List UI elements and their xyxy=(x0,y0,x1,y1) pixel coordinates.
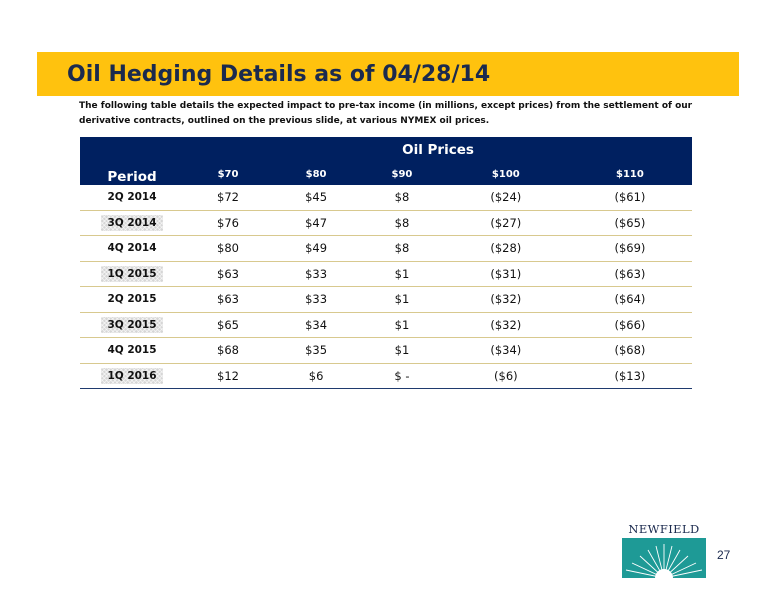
table-group-header-row xyxy=(80,137,692,163)
value-cell: $1 xyxy=(360,261,444,287)
period-cell xyxy=(80,312,184,338)
value-cell: ($65) xyxy=(568,210,692,236)
table-row xyxy=(80,210,692,236)
period-header: Period xyxy=(80,137,184,185)
value-cell: $68 xyxy=(184,338,272,364)
price-column-header: $90 xyxy=(360,163,444,185)
hedging-table xyxy=(80,137,692,389)
value-cell: $65 xyxy=(184,312,272,338)
value-cell: ($27) xyxy=(444,210,568,236)
value-cell: $72 xyxy=(184,185,272,210)
table-row xyxy=(80,185,692,210)
price-column-header: $100 xyxy=(444,163,568,185)
value-cell: $33 xyxy=(272,261,360,287)
oil-prices-header: Oil Prices xyxy=(184,137,692,163)
value-cell: $63 xyxy=(184,287,272,313)
table-row xyxy=(80,312,692,338)
page-number: 27 xyxy=(717,548,731,562)
table-row xyxy=(80,261,692,287)
period-cell xyxy=(80,261,184,287)
period-cell xyxy=(80,185,184,210)
value-cell: ($24) xyxy=(444,185,568,210)
value-cell: ($32) xyxy=(444,312,568,338)
value-cell: $12 xyxy=(184,363,272,389)
period-label: 1Q 2015 xyxy=(101,266,162,282)
value-cell: $63 xyxy=(184,261,272,287)
value-cell: $47 xyxy=(272,210,360,236)
table-row xyxy=(80,363,692,389)
price-column-header: $70 xyxy=(184,163,272,185)
period-cell xyxy=(80,287,184,313)
value-cell: ($32) xyxy=(444,287,568,313)
slide-title: Oil Hedging Details as of 04/28/14 xyxy=(67,62,491,87)
value-cell: $1 xyxy=(360,287,444,313)
logo-text: NEWFIELD xyxy=(628,522,700,536)
value-cell: ($63) xyxy=(568,261,692,287)
period-label: 3Q 2014 xyxy=(101,215,162,231)
value-cell: ($64) xyxy=(568,287,692,313)
value-cell: $8 xyxy=(360,185,444,210)
period-cell xyxy=(80,210,184,236)
table-row xyxy=(80,236,692,262)
value-cell: ($6) xyxy=(444,363,568,389)
period-cell xyxy=(80,338,184,364)
value-cell: $34 xyxy=(272,312,360,338)
table-row xyxy=(80,287,692,313)
period-cell xyxy=(80,236,184,262)
value-cell: ($66) xyxy=(568,312,692,338)
value-cell: ($68) xyxy=(568,338,692,364)
price-column-header: $110 xyxy=(568,163,692,185)
period-label: 4Q 2015 xyxy=(107,344,157,357)
table-row xyxy=(80,338,692,364)
value-cell: $33 xyxy=(272,287,360,313)
value-cell: ($34) xyxy=(444,338,568,364)
period-label: 1Q 2016 xyxy=(101,368,162,384)
value-cell: ($61) xyxy=(568,185,692,210)
value-cell: $ - xyxy=(360,363,444,389)
sunburst-icon xyxy=(622,538,706,578)
value-cell: $49 xyxy=(272,236,360,262)
period-label: 2Q 2014 xyxy=(107,191,157,204)
period-cell xyxy=(80,363,184,389)
value-cell: ($13) xyxy=(568,363,692,389)
value-cell: $8 xyxy=(360,236,444,262)
period-label: 3Q 2015 xyxy=(101,317,162,333)
intro-text: The following table details the expected impact to pre-tax income (in millions, except prices) from the settlement of our derivative contracts, outlined on the previous slide, at various NYMEX oil prices. xyxy=(79,101,693,126)
value-cell: $1 xyxy=(360,312,444,338)
value-cell: $35 xyxy=(272,338,360,364)
value-cell: $76 xyxy=(184,210,272,236)
value-cell: $6 xyxy=(272,363,360,389)
period-label: 2Q 2015 xyxy=(107,293,157,306)
newfield-logo xyxy=(622,522,706,578)
value-cell: ($31) xyxy=(444,261,568,287)
price-column-header: $80 xyxy=(272,163,360,185)
period-label: 4Q 2014 xyxy=(107,242,157,255)
value-cell: ($28) xyxy=(444,236,568,262)
value-cell: ($69) xyxy=(568,236,692,262)
value-cell: $80 xyxy=(184,236,272,262)
value-cell: $1 xyxy=(360,338,444,364)
value-cell: $8 xyxy=(360,210,444,236)
value-cell: $45 xyxy=(272,185,360,210)
